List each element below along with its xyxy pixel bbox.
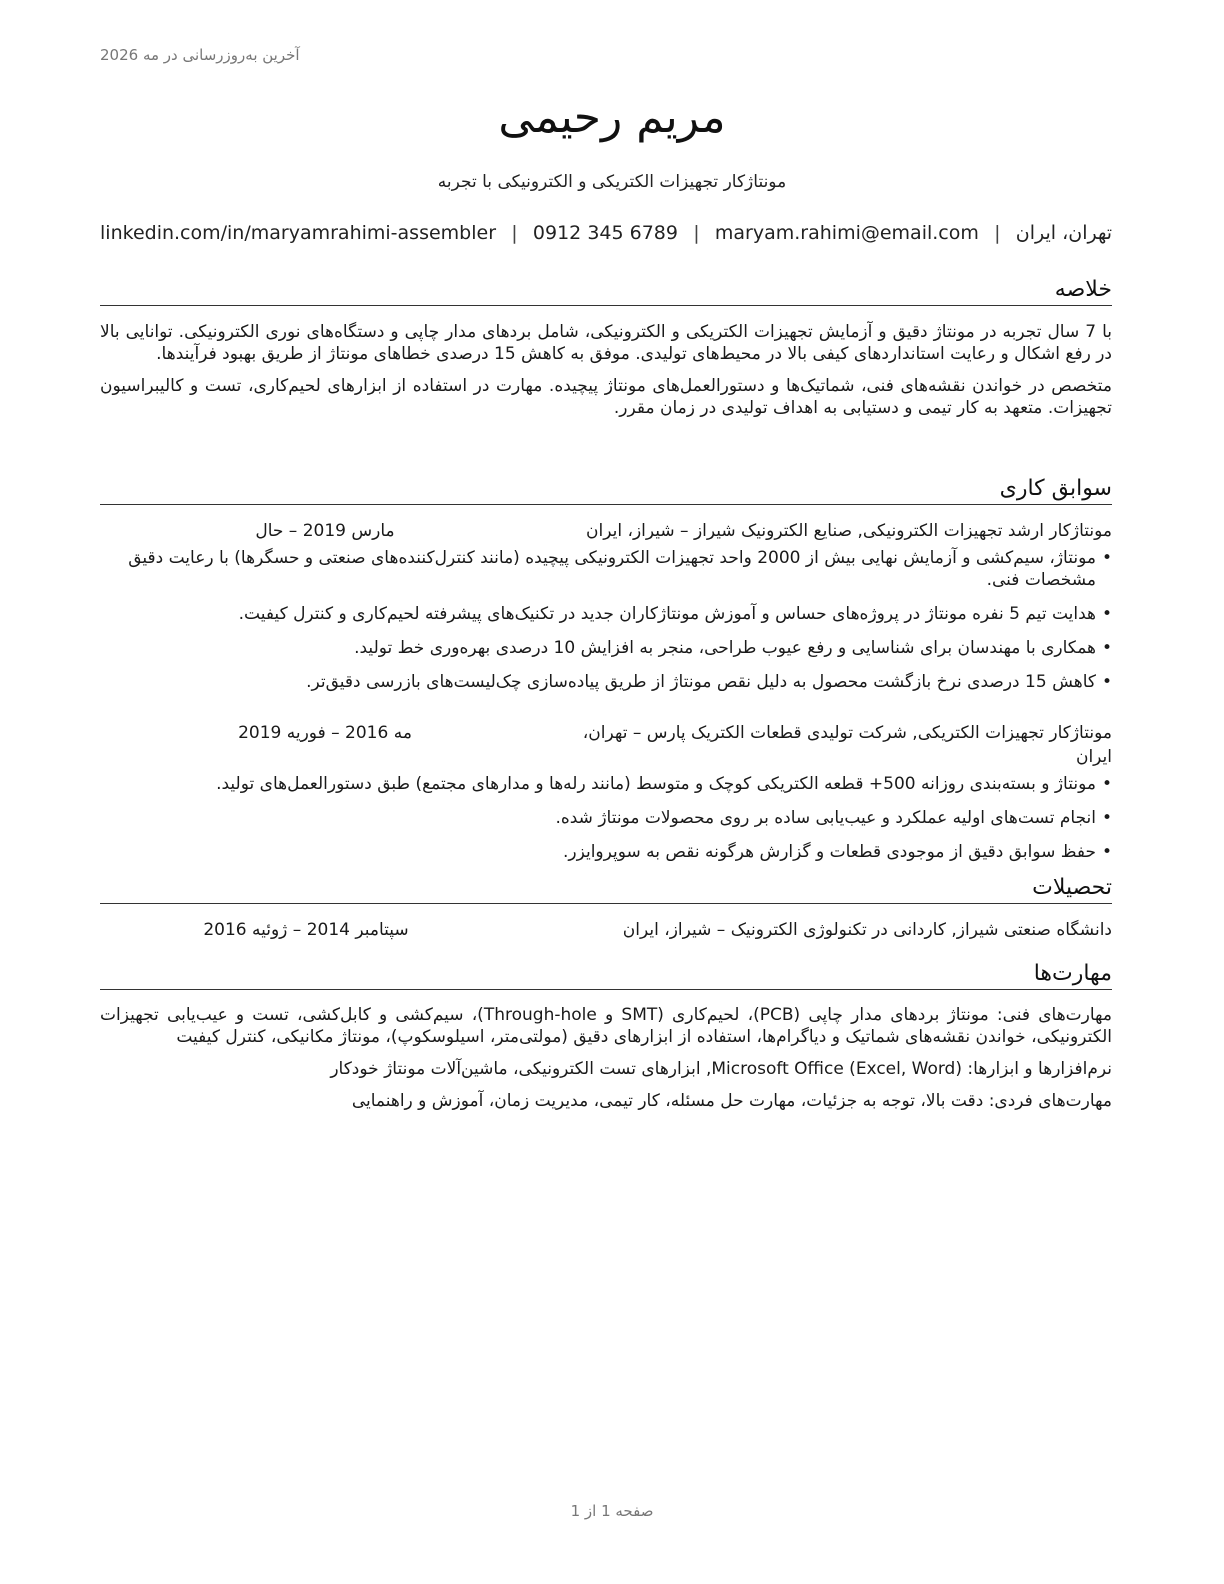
education-entry xyxy=(100,918,1112,942)
job-dates: مارس 2019 – حال xyxy=(255,521,395,541)
contact-separator: | xyxy=(994,222,1001,244)
section-title-skills: مهارت‌ها xyxy=(100,960,1112,990)
contact-email[interactable]: maryam.rahimi@email.com xyxy=(714,222,979,244)
job-header xyxy=(100,519,1112,543)
section-title-education: تحصیلات xyxy=(100,874,1112,904)
job-header xyxy=(100,721,1112,769)
headline: مونتاژکار تجهیزات الکتریکی و الکترونیکی با تجربه xyxy=(437,172,787,192)
list-item: • همکاری با مهندسان برای شناسایی و رفع عیوب طراحی، منجر به افزایش 10 درصدی بهره‌وری خط تولید. xyxy=(100,637,1112,659)
list-item: • انجام تست‌های اولیه عملکرد و عیب‌یابی ساده بر روی محصولات مونتاژ شده. xyxy=(100,807,1112,829)
job-bullets xyxy=(100,773,1112,863)
skills-personal: مهارت‌های فردی: دقت بالا، توجه به جزئیات، مهارت حل مسئله، کار تیمی، مدیریت زمان، آموزش و راهنمایی xyxy=(351,1091,1112,1111)
education-dates: سپتامبر 2014 – ژوئیه 2016 xyxy=(203,920,409,940)
job-entry xyxy=(100,519,1112,693)
section-title-summary: خلاصه xyxy=(100,276,1112,306)
job-role: مونتاژکار ارشد تجهیزات الکترونیکی, صنایع الکترونیک شیراز – شیراز، ایران xyxy=(586,521,1112,541)
education-section xyxy=(100,874,1112,942)
summary-paragraph: متخصص در خواندن نقشه‌های فنی، شماتیک‌ها و دستورالعمل‌های مونتاژ پیچیده. مهارت در استفاده از ابزارهای لحیم‌کاری، تست و کالیبراسیون تجهیزات. متعهد به کار تیمی و دستیابی به اهداف تولیدی در زمان مقرر. xyxy=(100,376,1112,418)
job-role: مونتاژکار تجهیزات الکتریکی, شرکت تولیدی قطعات الکتریک پارس – تهران، ایران xyxy=(582,723,1112,767)
contact-line xyxy=(100,222,1112,244)
page-number: صفحه 1 از 1 xyxy=(570,1502,654,1520)
list-item: • هدایت تیم 5 نفره مونتاژ در پروژه‌های حساس و آموزش مونتاژکاران جدید در تکنیک‌های پیشرفته لحیم‌کاری و کنترل کیفیت. xyxy=(100,603,1112,625)
skills-software: نرم‌افزارها و ابزارها: Microsoft Office (Excel, Word), ابزارهای تست الکترونیکی، ماشین‌آلات مونتاژ خودکار xyxy=(330,1059,1112,1079)
job-bullets xyxy=(100,547,1112,693)
contact-separator: | xyxy=(511,222,518,244)
list-item: • مونتاژ، سیم‌کشی و آزمایش نهایی بیش از 2000 واحد تجهیزات الکترونیکی پیچیده (مانند کنترل‌کننده‌های صنعتی و حسگرها) با رعایت دقیق مشخصات فنی. xyxy=(100,547,1112,591)
job-dates: مه 2016 – فوریه 2019 xyxy=(238,723,412,743)
list-item: • حفظ سوابق دقیق از موجودی قطعات و گزارش هرگونه نقص به سوپروایزر. xyxy=(100,841,1112,863)
candidate-name: مریم رحیمی xyxy=(498,92,726,143)
contact-linkedin[interactable]: linkedin.com/in/maryamrahimi-assembler xyxy=(100,222,497,244)
skills-technical: مهارت‌های فنی: مونتاژ بردهای مدار چاپی (PCB)، لحیم‌کاری (SMT و Through-hole)، سیم‌کشی و کابل‌کشی، تست و عیب‌یابی تجهیزات الکترونیکی، خواندن نقشه‌های شماتیک و دیاگرام‌ها، استفاده از ابزارهای دقیق (مولتی‌متر، اسیلوسکوپ)، مونتاژ مکانیکی، کنترل کیفیت xyxy=(100,1005,1112,1047)
contact-location: تهران، ایران xyxy=(1015,222,1112,244)
education-institution: دانشگاه صنعتی شیراز, کاردانی در تکنولوژی الکترونیک – شیراز، ایران xyxy=(622,920,1112,940)
list-item: • کاهش 15 درصدی نرخ بازگشت محصول به دلیل نقص مونتاژ از طریق پیاده‌سازی چک‌لیست‌های بازرسی دقیق‌تر. xyxy=(100,671,1112,693)
contact-separator: | xyxy=(693,222,700,244)
last-updated: آخرین به‌روزرسانی در مه 2026 xyxy=(100,46,300,64)
summary-paragraph: با 7 سال تجربه در مونتاژ دقیق و آزمایش تجهیزات الکتریکی و الکترونیکی، شامل بردهای مدار چاپی و دستگاه‌های نوری الکترونیکی. توانایی بالا در رفع اشکال و رعایت استانداردهای کیفی بالا در محیط‌های تولیدی. موفق به کاهش 15 درصدی خطاهای مونتاژ از طریق بهبود فرآیندها. xyxy=(100,322,1112,364)
contact-phone: 0912 345 6789 xyxy=(532,222,678,244)
experience-section xyxy=(100,475,1112,863)
summary-section xyxy=(100,276,1112,419)
skills-section xyxy=(100,960,1112,1112)
list-item: • مونتاژ و بسته‌بندی روزانه 500+ قطعه الکتریکی کوچک و متوسط (مانند رله‌ها و مدارهای مجتمع) طبق دستورالعمل‌های تولید. xyxy=(100,773,1112,795)
job-entry xyxy=(100,721,1112,863)
section-title-experience: سوابق کاری xyxy=(100,475,1112,505)
